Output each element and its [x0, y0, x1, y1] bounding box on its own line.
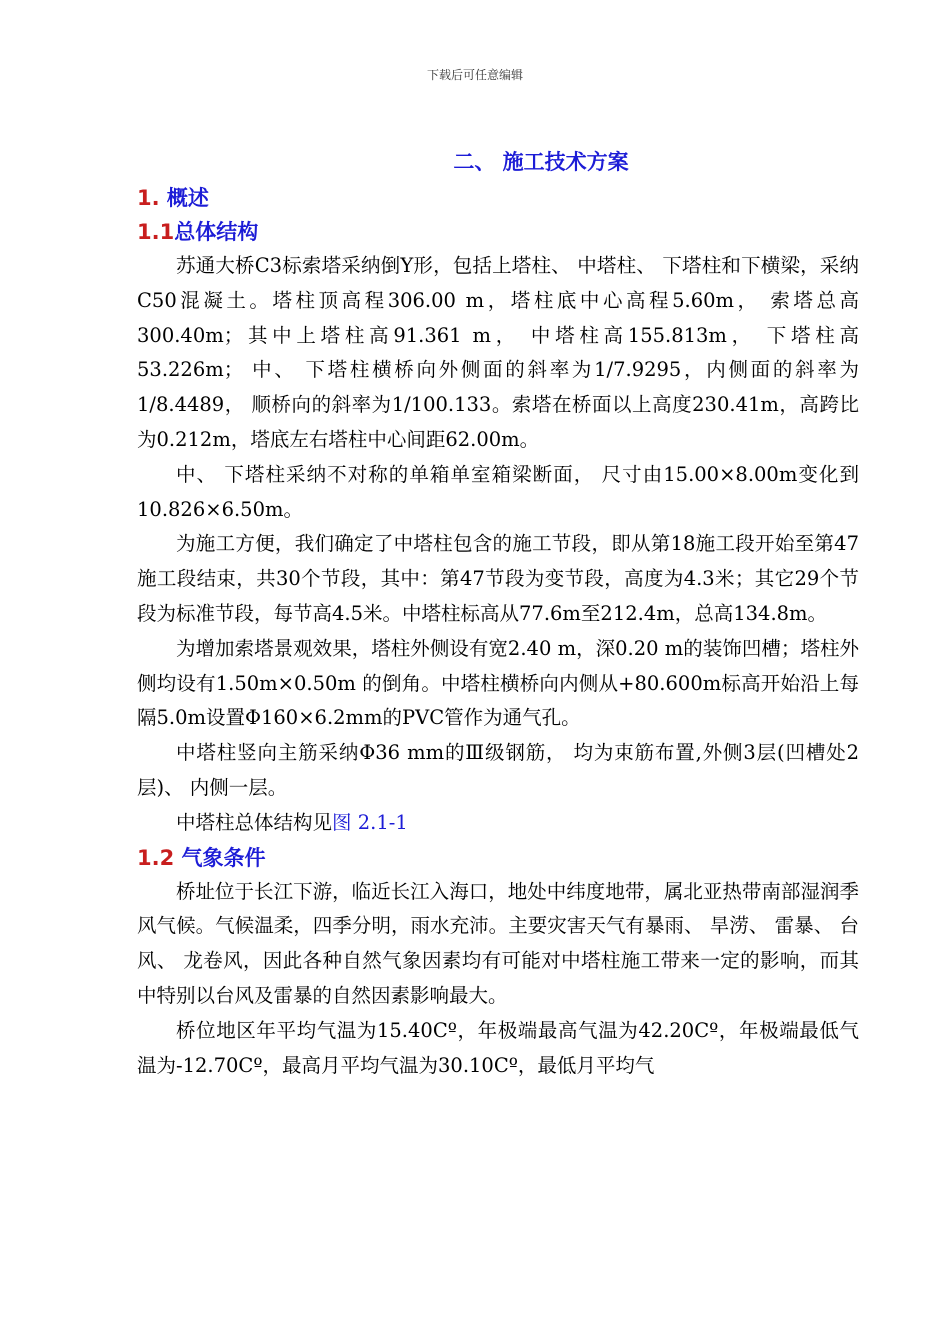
- figure-reference: [137, 806, 859, 841]
- paragraph-decorative-groove: 为增加索塔景观效果，塔柱外侧设有宽2.40 m，深0.20 m的装饰凹槽；塔柱外侧均设有1.50m×0.50m 的倒角。中塔柱横桥向内侧从+80.600m标高开始沿上每隔5.0m设置Φ160×6.2mm的PVC管作为通气孔。: [137, 636, 859, 730]
- section-heading-1: [137, 181, 859, 215]
- section-number: 1.1: [137, 220, 175, 244]
- chapter-title: 二、 施工技术方案: [453, 150, 629, 174]
- section-title: 总体结构: [174, 220, 259, 244]
- section-number: 1.2: [137, 845, 175, 870]
- figure-link[interactable]: 图 2.1-1: [332, 810, 408, 834]
- figure-reference-text: 中塔柱总体结构见: [176, 810, 333, 834]
- paragraph-section-dimensions: 中、 下塔柱采纳不对称的单箱单室箱梁断面， 尺寸由15.00×8.00m变化到10.826×6.50m。: [137, 462, 859, 521]
- paragraph-structure-overview: 苏通大桥C3标索塔采纳倒Y形，包括上塔柱、 中塔柱、 下塔柱和下横梁，采纳C50混凝土。塔柱顶高程306.00 m，塔柱底中心高程5.60m， 索塔总高300.40m；其中上塔柱高91.361 m， 中塔柱高155.813m， 下塔柱高53.226m； 中、 下塔柱横桥向外侧面的斜率为1/7.9295，内侧面的斜率为1/8.4489， 顺桥向的斜率为1/100.133。索塔在桥面以上高度230.41m，高跨比为0.212m，塔底左右塔柱中心间距62.00m。: [137, 254, 859, 451]
- section-heading-1-2: [137, 841, 859, 875]
- paragraph-reinforcement: 中塔柱竖向主筋采纳Φ36 mm的Ⅲ级钢筋， 均为束筋布置,外侧3层(凹槽处2层)、 内侧一层。: [137, 741, 859, 799]
- section-title: 气象条件: [181, 845, 266, 870]
- paragraph-climate: 桥址位于长江下游，临近长江入海口，地处中纬度地带，属北亚热带南部湿润季风气候。气候温柔，四季分明，雨水充沛。主要灾害天气有暴雨、 旱涝、 雷暴、 台风、 龙卷风，因此各种自然气象因素均有可能对中塔柱施工带来一定的影响，而其中特别以台风及雷暴的自然因素影响最大。: [137, 879, 859, 1007]
- section-title: 概述: [166, 186, 209, 210]
- paragraph-construction-segments: 为施工方便，我们确定了中塔柱包含的施工节段，即从第18施工段开始至第47施工段结束，共30个节段，其中：第47节段为变节段，高度为4.3米；其它29个节段为标准节段，每节高4.5米。中塔柱标高从77.6m至212.4m，总高134.8m。: [137, 532, 859, 625]
- section-number: 1.: [137, 186, 160, 210]
- paragraph-temperature: 桥位地区年平均气温为15.40Cº，年极端最高气温为42.20Cº，年极端最低气温为-12.70Cº，最高月平均气温为30.10Cº，最低月平均气: [137, 1018, 859, 1077]
- header-note: 下载后可任意编辑: [426, 68, 523, 82]
- document-body: [137, 143, 859, 1083]
- section-heading-1-1: [137, 215, 859, 249]
